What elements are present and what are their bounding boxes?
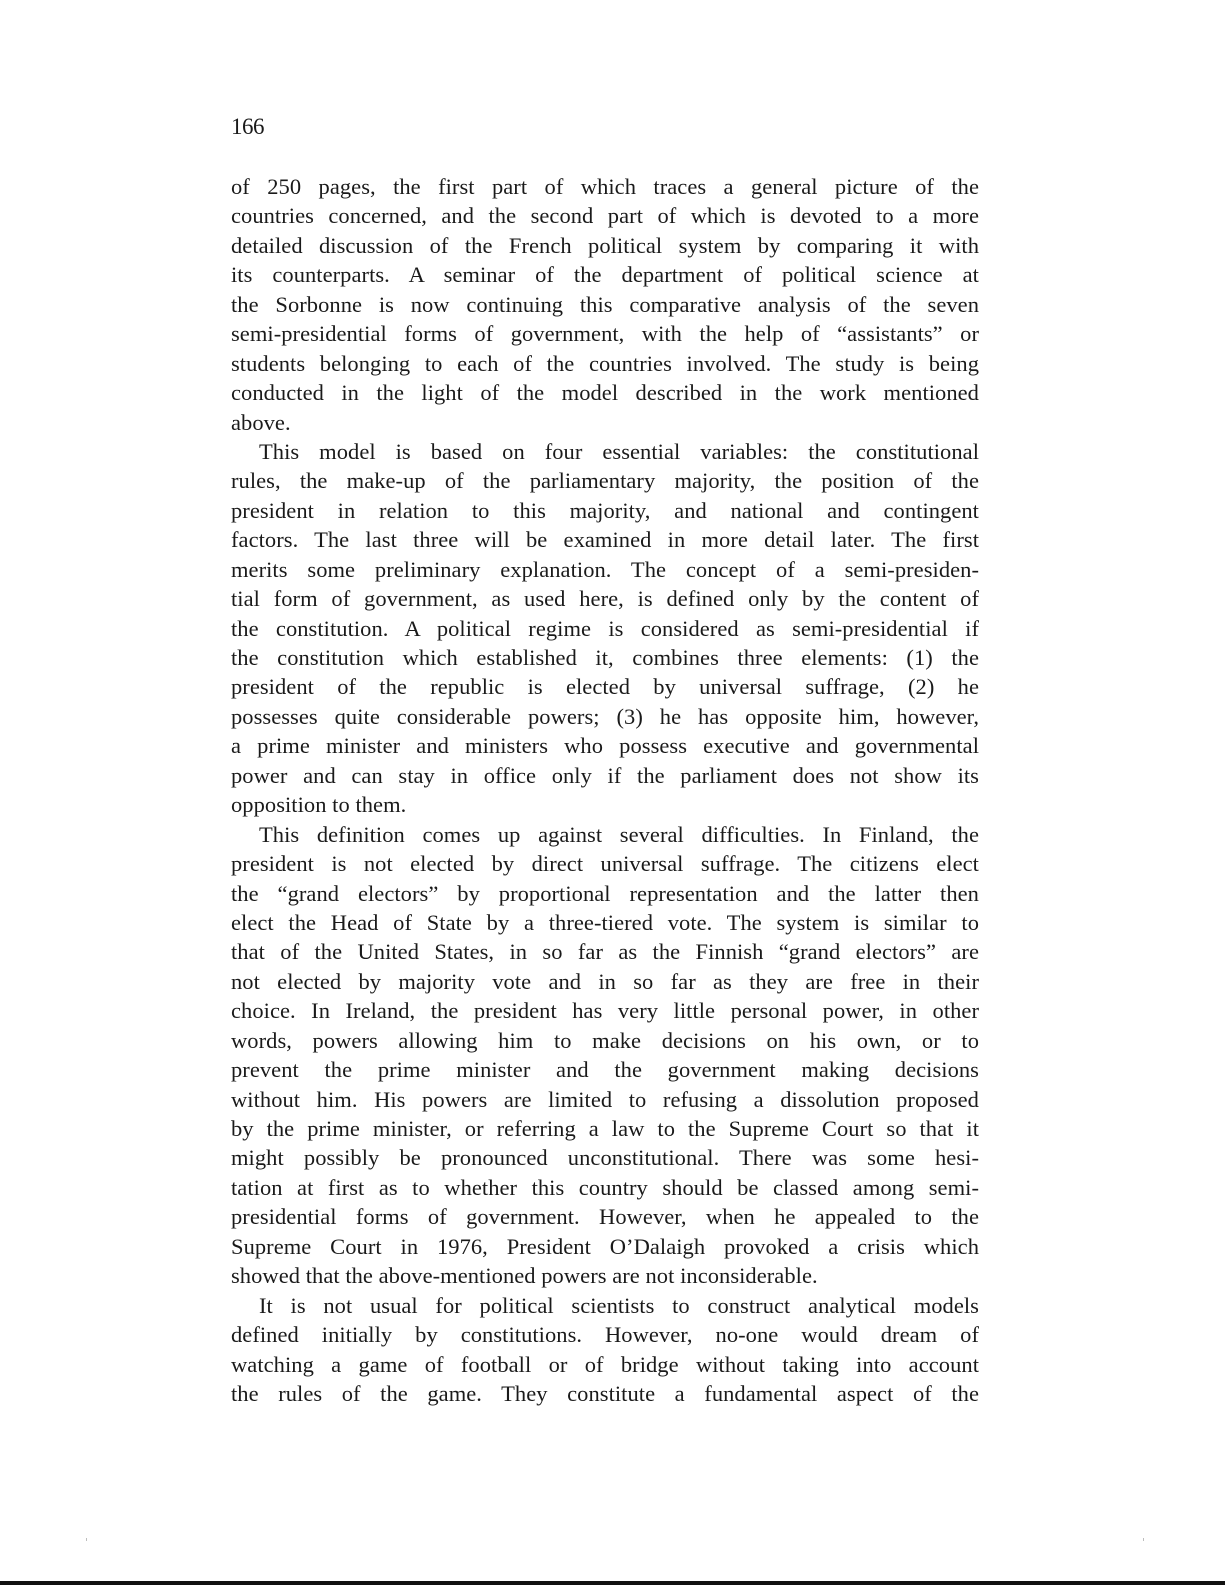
text-line: It is not usual for political scientists to construct analytical models [259,1292,979,1318]
paragraph [231,172,979,437]
text-line: elect the Head of State by a three-tiered vote. The system is similar to [231,909,979,935]
text-line: not elected by majority vote and in so far as they are free in their [231,968,979,994]
scan-artifact [86,1538,87,1541]
text-line: possesses quite considerable powers; (3) he has opposite him, however, [231,703,979,729]
text-line: rules, the make-up of the parliamentary majority, the position of the [231,468,979,494]
text-line: semi-presidential forms of government, with the help of “assistants” or [231,321,979,347]
text-line: tial form of government, as used here, is defined only by the content of [231,586,979,612]
text-line: watching a game of football or of bridge without taking into account [231,1351,979,1377]
text-line: students belonging to each of the countries involved. The study is being [231,350,979,376]
text-line: merits some preliminary explanation. The concept of a semi-presiden- [231,556,979,582]
text-line: by the prime minister, or referring a law to the Supreme Court so that it [231,1116,979,1141]
text-line: the constitution which established it, combines three elements: (1) the [231,645,979,670]
text-line: conducted in the light of the model described in the work mentioned [231,380,979,406]
page-bottom-edge [0,1581,1225,1585]
text-line: prevent the prime minister and the government making decisions [231,1057,979,1083]
text-line: of 250 pages, the first part of which traces a general picture of the [231,174,979,199]
text-line: might possibly be pronounced unconstitutional. There was some hesi- [231,1145,979,1171]
text-line: its counterparts. A seminar of the department of political science at [231,262,979,288]
text-line: the rules of the game. They constitute a fundamental aspect of the [231,1380,979,1406]
text-line: president of the republic is elected by universal suffrage, (2) he [231,674,979,700]
scan-artifact [1143,1538,1144,1541]
text-line: above. [231,409,291,435]
paragraph [231,1291,979,1409]
text-line: president in relation to this majority, and national and contingent [231,497,979,523]
body-text [231,172,979,1408]
text-line: opposition to them. [231,792,407,818]
paragraph [231,820,979,1291]
text-line: the Sorbonne is now continuing this comparative analysis of the seven [231,291,979,317]
text-line: This model is based on four essential variables: the constitutional [259,438,979,464]
text-line: president is not elected by direct universal suffrage. The citizens elect [231,851,979,877]
text-line: detailed discussion of the French political system by comparing it with [231,232,979,258]
text-line: showed that the above-mentioned powers are not inconsiderable. [231,1263,818,1289]
text-line: This definition comes up against several difficulties. In Finland, the [259,821,979,847]
text-line: power and can stay in office only if the parliament does not show its [231,762,979,788]
text-line: a prime minister and ministers who possess executive and governmental [231,733,979,759]
text-line: without him. His powers are limited to refusing a dissolution proposed [231,1086,979,1112]
text-line: Supreme Court in 1976, President O’Dalaigh provoked a crisis which [231,1233,979,1259]
text-line: defined initially by constitutions. However, no-one would dream of [231,1322,979,1348]
text-line: tation at first as to whether this country should be classed among semi- [231,1174,979,1200]
text-line: choice. In Ireland, the president has very little personal power, in other [231,998,979,1024]
text-line: that of the United States, in so far as the Finnish “grand electors” are [231,939,979,965]
text-line: the constitution. A political regime is considered as semi-presidential if [231,615,979,641]
text-line: countries concerned, and the second part of which is devoted to a more [231,203,979,229]
text-line: factors. The last three will be examined in more detail later. The first [231,527,979,553]
page-number: 166 [231,114,264,139]
text-line: presidential forms of government. However, when he appealed to the [231,1204,979,1230]
text-line: words, powers allowing him to make decisions on his own, or to [231,1027,979,1053]
paragraph [231,437,979,820]
text-line: the “grand electors” by proportional representation and the latter then [231,880,979,906]
